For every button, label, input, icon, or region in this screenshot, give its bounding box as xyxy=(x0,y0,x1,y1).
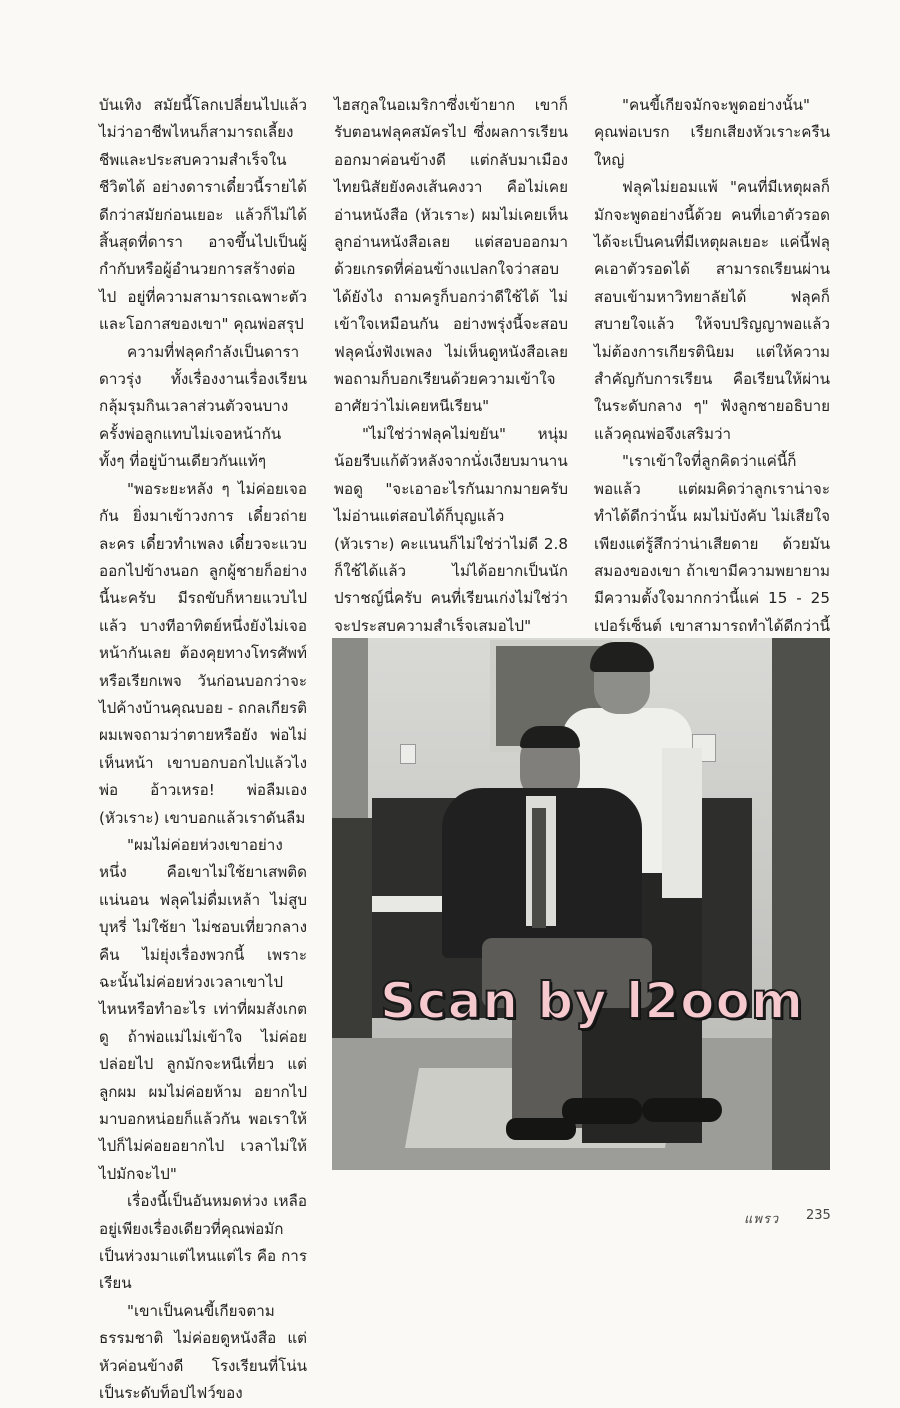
article-paragraph: บันเทิง สมัยนี้โลกเปลี่ยนไปแล้ว ไม่ว่าอาชีพไหนก็สามารถเลี้ยงชีพและประสบความสำเร็จในชีวิตได้ อย่างดาราเดี๋ยวนี้รายได้ดีกว่าสมัยก่อนเยอะ แล้วก็ไม่ได้สิ้นสุดที่ดารา อาจขึ้นไปเป็นผู้กำกับหรือผู้อำนวยการสร้างต่อไป อยู่ที่ความสามารถเฉพาะตัวและโอกาสของเขา" คุณพ่อสรุป xyxy=(99,96,307,334)
article-column-2 xyxy=(334,92,568,640)
article-paragraph: "ไม่ใช่ว่าฟลุคไม่ขยัน" หนุ่มน้อยรีบแก้ตัวหลังจากนั่งเงียบมานานพอดู "จะเอาอะไรกันมากมายครับ ไม่อ่านแต่สอบได้ก็บุญแล้ว (หัวเราะ) คะแนนก็ไม่ใช่ว่าไม่ดี 2.8 ก็ใช้ได้แล้ว ไม่ได้อยากเป็นนักปราชญ์นี่ครับ คนที่เรียนเก่งไม่ใช่ว่าจะประสบความสำเร็จเสมอไป" xyxy=(334,424,568,635)
magazine-logo: แพรว xyxy=(744,1212,780,1227)
portrait-photo xyxy=(332,638,830,1170)
article-column-3 xyxy=(594,92,830,695)
article-paragraph: ความที่ฟลุคกำลังเป็นดาราดาวรุ่ง ทั้งเรื่องงานเรื่องเรียนกลุ้มรุมกินเวลาส่วนตัวจนบางครั้งพ่อลูกแทบไม่เจอหน้ากัน ทั้งๆ ที่อยู่บ้านเดียวกันแท้ๆ xyxy=(99,342,307,471)
article-paragraph: "พอระยะหลัง ๆ ไม่ค่อยเจอกัน ยิ่งมาเข้าวงการ เดี๋ยวถ่ายละคร เดี๋ยวทำเพลง เดี๋ยวจะแวบออกไปข้างนอก ลูกผู้ชายก็อย่างนี้นะครับ มีรถขับก็หายแวบไปแล้ว บางทีอาทิตย์หนึ่งยังไม่เจอหน้ากันเลย ต้องคุยทางโทรศัพท์หรือเรียกเพจ วันก่อนบอกว่าจะไปค้างบ้านคุณบอย - ถกลเกียรติ ผมเพจถามว่าตายหรือยัง พ่อไม่เห็นหน้า เขาบอกบอกไปแล้วไงพ่อ อ้าวเหรอ! พ่อลืมเอง (หัวเราะ) เขาบอกแล้วเราดันลืม xyxy=(99,479,307,827)
article-paragraph: "ผมไม่ค่อยห่วงเขาอย่างหนึ่ง คือเขาไม่ใช้ยาเสพติดแน่นอน ฟลุคไม่ดื่มเหล้า ไม่สูบบุหรี่ ไม่ใช้ยา ไม่ชอบเที่ยวกลางคืน ไม่ยุ่งเรื่องพวกนี้ เพราะฉะนั้นไม่ค่อยห่วงเวลาเขาไปไหนหรือทำอะไร เท่าที่ผมสังเกตดู ถ้าพ่อแม่ไม่เข้าใจ ไม่ค่อยปล่อยไป ลูกมักจะหนีเที่ยว แต่ลูกผม ผมไม่ค่อยห้าม อยากไปมาบอกหน่อยก็แล้วกัน พอเราให้ไปก็ไม่ค่อยอยากไป เวลาไม่ให้ไปมักจะไป" xyxy=(99,835,307,1183)
article-paragraph: "เราเข้าใจที่ลูกคิดว่าแค่นี้ก็พอแล้ว แต่ผมคิดว่าลูกเราน่าจะทำได้ดีกว่านั้น ผมไม่บังคับ ไม่เสียใจ เพียงแต่รู้สึกว่าน่าเสียดาย ด้วยมันสมองของเขา ถ้าเขามีความพยายาม มีความตั้งใจมากกว่านี้แค่ 15 - 25 เปอร์เซ็นต์ เขาสามารถทำได้ดีกว่านี้ xyxy=(594,452,830,635)
article-column-1 xyxy=(99,92,307,1408)
article-paragraph: ไฮสกูลในอเมริกาซึ่งเข้ายาก เขาก็รับตอนฟลุคสมัครไป ซึ่งผลการเรียนออกมาค่อนข้างดี แต่กลับมาเมืองไทยนิสัยยังคงเส้นคงวา คือไม่เคยอ่านหนังสือ (หัวเราะ) ผมไม่เคยเห็นลูกอ่านหนังสือเลย แต่สอบออกมาด้วยเกรดที่ค่อนข้างแปลกใจว่าสอบได้ยังไง ถามครูก็บอกว่าดีใช้ได้ ไม่เข้าใจเหมือนกัน อย่างพรุ่งนี้จะสอบ ฟลุคนั่งฟังเพลง ไม่เห็นดูหนังสือเลย พอถามก็บอกเรียนด้วยความเข้าใจ อาศัยว่าไม่เคยหนีเรียน" xyxy=(334,96,568,416)
scan-watermark: Scan by l2oom xyxy=(380,972,804,1030)
article-paragraph: "เขาเป็นคนขี้เกียจตามธรรมชาติ ไม่ค่อยดูหนังสือ แต่หัวค่อนข้างดี โรงเรียนที่โน่นเป็นระดับท็อปไฟว์ของ xyxy=(99,1301,307,1403)
article-paragraph: ฟลุคไม่ยอมแพ้ "คนที่มีเหตุผลก็มักจะพูดอย่างนี้ด้วย คนที่เอาตัวรอดได้จะเป็นคนที่มีเหตุผลเยอะ แค่นี้ฟลุคเอาตัวรอดได้ สามารถเรียนผ่านสอบเข้ามหาวิทยาลัยได้ ฟลุคก็สบายใจแล้ว ให้จบปริญญาพอแล้ว ไม่ต้องการเกียรตินิยม แต่ให้ความสำคัญกับการเรียน คือเรียนให้ผ่านในระดับกลาง ๆ" ฟังลูกชายอธิบายแล้วคุณพ่อจึงเสริมว่า xyxy=(594,178,830,443)
article-paragraph: "คนขี้เกียจมักจะพูดอย่างนั้น" คุณพ่อเบรก เรียกเสียงหัวเราะครืนใหญ่ xyxy=(594,96,830,169)
article-paragraph: เรื่องนี้เป็นอันหมดห่วง เหลืออยู่เพียงเรื่องเดียวที่คุณพ่อมักเป็นห่วงมาแต่ไหนแต่ไร คือ การเรียน xyxy=(99,1192,307,1293)
page-number: 235 xyxy=(806,1208,831,1223)
